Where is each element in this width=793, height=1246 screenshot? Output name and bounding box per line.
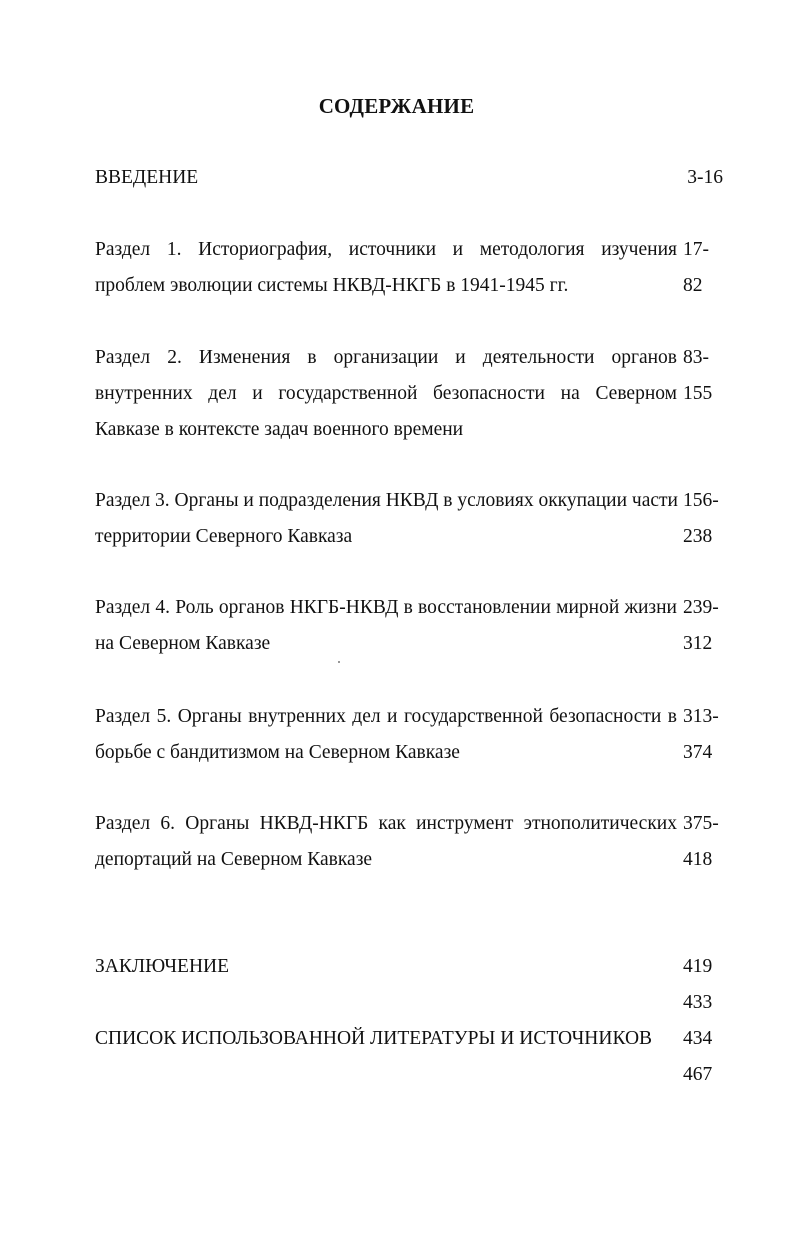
toc-line xyxy=(95,268,725,304)
toc-entry-section-1 xyxy=(95,232,725,304)
toc-entry-label: СПИСОК ИСПОЛЬЗОВАННОЙ ЛИТЕРАТУРЫ И ИСТОЧНИКОВ xyxy=(95,1028,653,1049)
toc-entry-text: Раздел 2. Изменения в организации и деятельности органов xyxy=(95,347,677,368)
toc-line xyxy=(95,842,725,878)
toc-line xyxy=(95,340,725,376)
toc-entry-label: ЗАКЛЮЧЕНИЕ xyxy=(95,956,230,977)
toc-line xyxy=(95,626,725,662)
toc-entry-introduction xyxy=(95,160,725,196)
toc-entry-text: Кавказе в контексте задач военного времени xyxy=(95,419,464,440)
toc-page-start: 313- xyxy=(683,706,719,727)
toc-entry-section-3 xyxy=(95,483,725,555)
toc-page-start: 17- xyxy=(683,239,709,260)
toc-line xyxy=(95,519,725,555)
scan-speck xyxy=(338,661,340,663)
toc-entry-text: Раздел 3. Органы и подразделения НКВД в условиях оккупации части xyxy=(95,490,678,511)
toc-entry-conclusion xyxy=(95,949,725,1021)
toc-entry-text: Раздел 1. Историография, источники и методология изучения xyxy=(95,239,677,260)
toc-page-start: 434 xyxy=(683,1028,713,1049)
toc-line xyxy=(95,949,725,985)
toc-page-end: 82 xyxy=(683,275,703,296)
toc-line xyxy=(95,1021,725,1057)
toc-line xyxy=(95,376,725,412)
toc-entry-text: территории Северного Кавказа xyxy=(95,526,353,547)
toc-entry-text: Раздел 6. Органы НКВД-НКГБ как инструмент этнополитических xyxy=(95,813,677,834)
toc-page-end: 312 xyxy=(683,633,713,654)
toc-page-end: 418 xyxy=(683,849,713,870)
toc-line xyxy=(95,985,725,1021)
toc-entry-section-4 xyxy=(95,590,725,662)
toc-line xyxy=(95,483,725,519)
toc-entry-section-6 xyxy=(95,806,725,878)
toc-line xyxy=(95,806,725,842)
toc-page-end: 374 xyxy=(683,742,713,763)
toc-entry-text: Раздел 4. Роль органов НКГБ-НКВД в восстановлении мирной жизни xyxy=(95,597,677,618)
toc-page-start: 156- xyxy=(683,490,719,511)
toc-line xyxy=(95,412,725,448)
toc-line xyxy=(95,735,725,771)
toc-page-end: 238 xyxy=(683,526,713,547)
toc-page-end: 467 xyxy=(683,1064,713,1085)
toc-entry-text: депортаций на Северном Кавказе xyxy=(95,849,373,870)
toc-entry-text: борьбе с бандитизмом на Северном Кавказе xyxy=(95,742,460,763)
toc-page-start: 419 xyxy=(683,956,713,977)
toc-entry-text: на Северном Кавказе xyxy=(95,633,271,654)
toc-page-end: 433 xyxy=(683,992,713,1013)
toc-entry-section-2 xyxy=(95,340,725,448)
toc-page-range: 3-16 xyxy=(687,167,723,188)
page-title: СОДЕРЖАНИЕ xyxy=(318,94,475,118)
toc-line xyxy=(95,232,725,268)
toc-entry-text: проблем эволюции системы НКВД-НКГБ в 1941-1945 гг. xyxy=(95,275,569,296)
toc-entry-bibliography xyxy=(95,1021,725,1093)
toc-line xyxy=(95,1057,725,1093)
toc-entry-text: Раздел 5. Органы внутренних дел и государственной безопасности в xyxy=(95,706,677,727)
toc-page-start: 239- xyxy=(683,597,719,618)
toc-line xyxy=(95,699,725,735)
toc-line xyxy=(95,590,725,626)
toc-line xyxy=(95,160,725,196)
toc-entry-section-5 xyxy=(95,699,725,771)
toc-entry-text: внутренних дел и государственной безопасности на Северном xyxy=(95,383,677,404)
toc-page-end: 155 xyxy=(683,383,713,404)
toc-page-start: 83- xyxy=(683,347,709,368)
toc-entry-label: ВВЕДЕНИЕ xyxy=(95,167,199,188)
toc-page-start: 375- xyxy=(683,813,719,834)
